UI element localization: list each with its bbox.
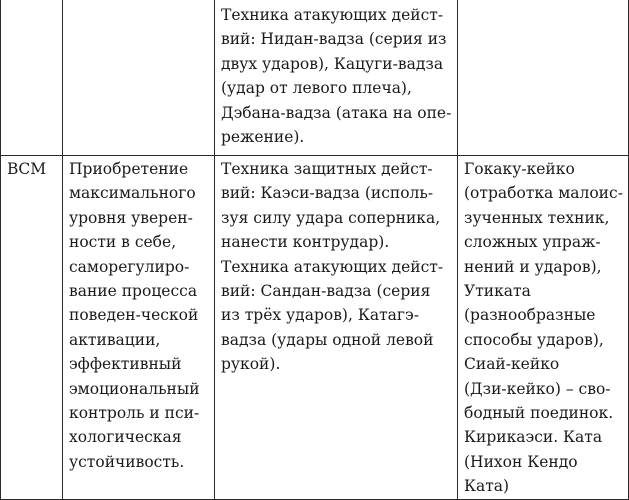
table-row (1, 156, 629, 500)
goal-cell (63, 0, 215, 156)
practice-cell (458, 0, 629, 156)
technique-text: Техника атакующих дейст- вий: Нидан-вадза (серия из двух ударов), Кацуги-вадза (удар от левого плеча), Дэбана-вадза (атака на опе- режение). (221, 6, 452, 147)
practice-cell (458, 156, 629, 500)
goal-text: Приобретение максимального уровня уверен- ности в себе, саморегулиро- вание процесса поведен-ческой активации, эффективный эмоциональный контроль и пси- хологическая устойчивость. (69, 160, 200, 471)
technique-cell (215, 0, 458, 156)
technique-cell (215, 156, 458, 500)
goal-cell (63, 156, 215, 500)
level-cell (1, 0, 63, 156)
level-text: ВСМ (7, 160, 47, 178)
level-cell (1, 156, 63, 500)
technique-text: Техника защитных дейст- вий: Каэси-вадза (исполь- зуя силу удара соперника, нанести контрудар). Техника атакующих дейст- вий: Сандан-вадза (серия из трёх ударов), Катагэ- вадза (удары одной левой рукой). (221, 160, 444, 374)
practice-text: Гокаку-кейко (отработка малоис- зученных техник, сложных упраж- нений и ударов), Утиката (разнообразные способы ударов), Сиай-кейко (Дзи-кейко) – сво- бодный поединок. Кирикаэси. Ката (Нихон Кендо Ката) (464, 160, 623, 496)
table-row (1, 0, 629, 156)
